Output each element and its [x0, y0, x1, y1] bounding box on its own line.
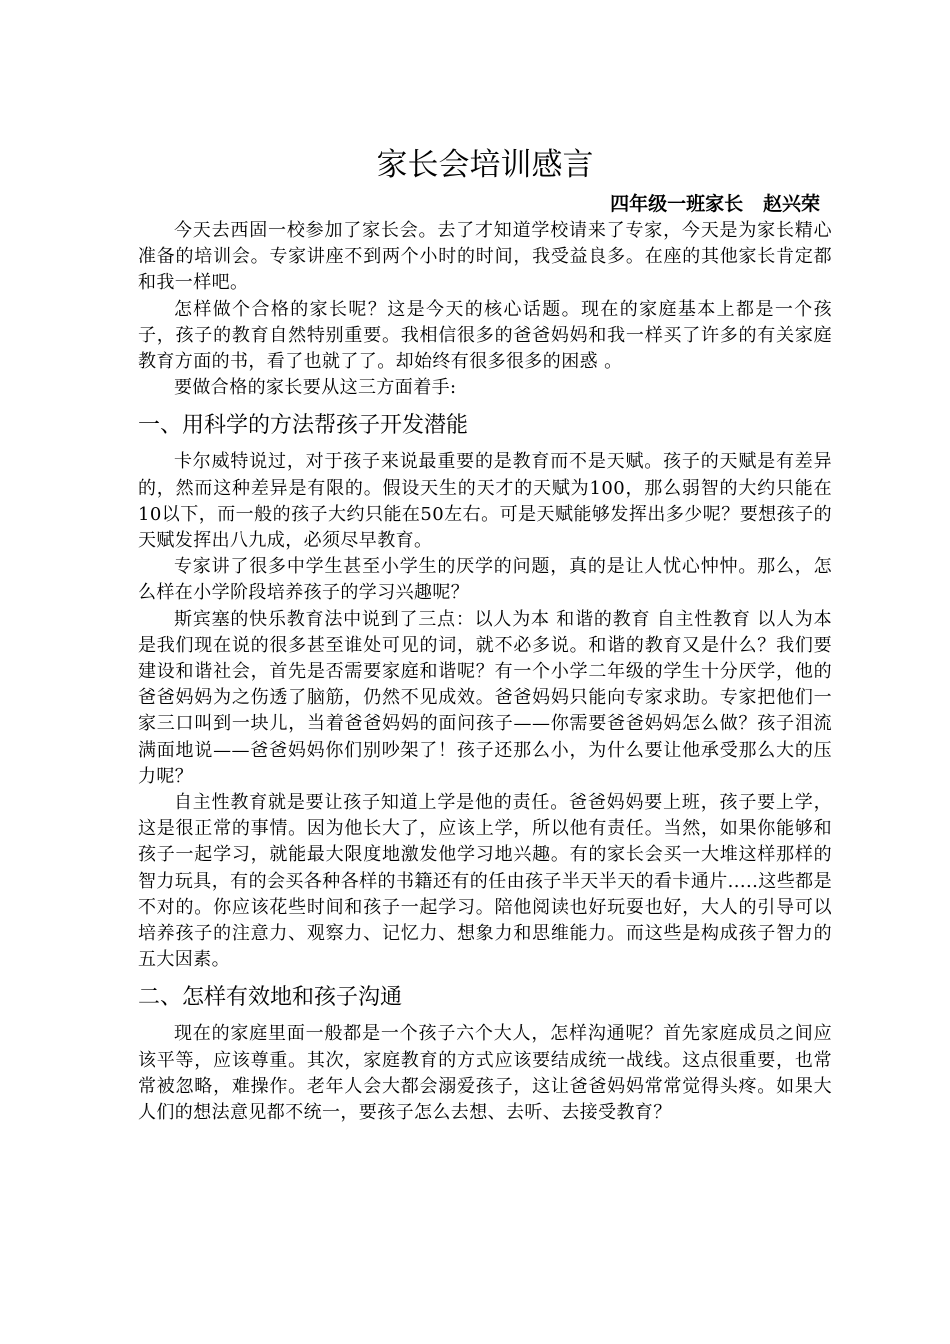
section1-paragraph: 专家讲了很多中学生甚至小学生的厌学的问题，真的是让人忧心忡忡。那么，怎么样在小学阶段培养孩子的学习兴趣呢？: [138, 556, 832, 604]
section-heading-2: 二、怎样有效地和孩子沟通: [138, 985, 403, 1011]
section1-paragraph: 斯宾塞的快乐教育法中说到了三点：以人为本 和谐的教育 自主性教育 以人为本是我们现在说的很多甚至谁处可见的词，就不必多说。和谐的教育又是什么？我们要建设和谐社会，首先是否需要家庭和谐呢？有一个小学二年级的学生十分厌学，他的爸爸妈妈为之伤透了脑筋，仍然不见成效。爸爸妈妈只能向专家求助。专家把他们一家三口叫到一块儿，当着爸爸妈妈的面问孩子——你需要爸爸妈妈怎么做？孩子泪流满面地说——爸爸妈妈你们别吵架了！孩子还那么小，为什么要让他承受那么大的压力呢？: [138, 608, 832, 787]
intro-paragraph: 要做合格的家长要从这三方面着手:: [174, 377, 457, 399]
intro-paragraph: 怎样做个合格的家长呢？这是今天的核心话题。现在的家庭基本上都是一个孩子，孩子的教育自然特别重要。我相信很多的爸爸妈妈和我一样买了许多的有关家庭教育方面的书，看了也就了了。却始终有很多很多的困惑 。: [138, 298, 832, 373]
section1-paragraph: 卡尔威特说过，对于孩子来说最重要的是教育而不是天赋。孩子的天赋是有差异的，然而这种差异是有限的。假设天生的天才的天赋为100，那么弱智的大约只能在10以下，而一般的孩子大约只能在50左右。可是天赋能够发挥出多少呢？要想孩子的天赋发挥出八九成，必须尽早教育。: [138, 451, 832, 552]
intro-paragraph: 今天去西固一校参加了家长会。去了才知道学校请来了专家，今天是为家长精心准备的培训会。专家讲座不到两个小时的时间，我受益良多。在座的其他家长肯定都和我一样吧。: [138, 220, 832, 294]
author-byline: 四年级一班家长 赵兴荣: [610, 193, 820, 215]
document-page: [138, 140, 832, 1126]
document-title: 家长会培训感言: [376, 147, 594, 183]
section1-paragraph: 自主性教育就是要让孩子知道上学是他的责任。爸爸妈妈要上班，孩子要上学，这是很正常的事情。因为他长大了，应该上学，所以他有责任。当然，如果你能够和孩子一起学习，就能最大限度地激发他学习地兴趣。有的家长会买一大堆这样那样的智力玩具，有的会买各种各样的书籍还有的任由孩子半天半天的看卡通片.....这些都是不对的。你应该花些时间和孩子一起学习。陪他阅读也好玩耍也好，大人的引导可以培养孩子的注意力、观察力、记忆力、想象力和思维能力。而这些是构成孩子智力的五大因素。: [138, 792, 832, 971]
section2-paragraph: 现在的家庭里面一般都是一个孩子六个大人，怎样沟通呢？首先家庭成员之间应该平等，应该尊重。其次，家庭教育的方式应该要结成统一战线。这点很重要，也常常被忽略，难操作。老年人会大都会溺爱孩子，这让爸爸妈妈常常觉得头疼。如果大人们的想法意见都不统一，要孩子怎么去想、去听、去接受教育？: [138, 1023, 832, 1124]
section-heading-1: 一、用科学的方法帮孩子开发潜能: [138, 413, 469, 439]
